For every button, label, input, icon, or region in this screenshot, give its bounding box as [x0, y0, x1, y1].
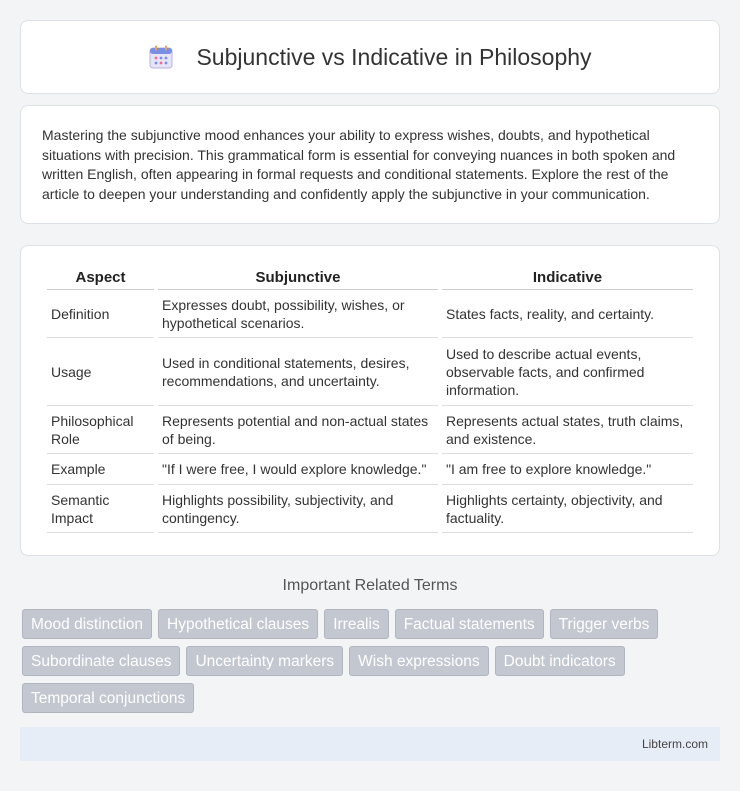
related-term-tag[interactable]: Factual statements — [395, 609, 544, 639]
table-cell: Expresses doubt, possibility, wishes, or hypothetical scenarios. — [158, 290, 438, 338]
related-term-tag[interactable]: Uncertainty markers — [186, 646, 343, 676]
table-cell: Represents actual states, truth claims, and existence. — [442, 406, 693, 454]
comparison-table — [43, 264, 697, 533]
footer-site-link[interactable]: Libterm.com — [641, 737, 708, 751]
header-card — [20, 20, 720, 94]
table-cell: States facts, reality, and certainty. — [442, 290, 693, 338]
table-row — [47, 338, 693, 406]
related-terms-title: Important Related Terms — [282, 577, 458, 594]
table-row — [47, 406, 693, 454]
related-term-tag[interactable]: Temporal conjunctions — [22, 683, 194, 713]
column-header: Indicative — [442, 264, 693, 290]
table-cell: Usage — [47, 338, 154, 406]
column-header: Subjunctive — [158, 264, 438, 290]
related-term-tag[interactable]: Mood distinction — [22, 609, 152, 639]
table-cell: Highlights possibility, subjectivity, and contingency. — [158, 485, 438, 533]
related-term-tag[interactable]: Hypothetical clauses — [158, 609, 318, 639]
table-cell: "I am free to explore knowledge." — [442, 454, 693, 485]
related-terms-list — [22, 609, 712, 713]
table-header-row — [47, 264, 693, 290]
footer — [20, 727, 720, 761]
table-cell: "If I were free, I would explore knowledge." — [158, 454, 438, 485]
table-cell: Used to describe actual events, observable facts, and confirmed information. — [442, 338, 693, 406]
related-term-tag[interactable]: Irrealis — [324, 609, 389, 639]
column-header: Aspect — [47, 264, 154, 290]
table-cell: Represents potential and non-actual states of being. — [158, 406, 438, 454]
table-cell: Highlights certainty, objectivity, and factuality. — [442, 485, 693, 533]
table-cell: Used in conditional statements, desires, recommendations, and uncertainty. — [158, 338, 438, 406]
related-term-tag[interactable]: Trigger verbs — [550, 609, 659, 639]
table-cell: Semantic Impact — [47, 485, 154, 533]
table-row — [47, 290, 693, 338]
related-term-tag[interactable]: Doubt indicators — [495, 646, 625, 676]
table-cell: Philosophical Role — [47, 406, 154, 454]
intro-text: Mastering the subjunctive mood enhances your ability to express wishes, doubts, and hypothetical situations with precision. This grammatical form is essential for conveying nuances in both spoken and written English, often appearing in formal requests and conditional statements. Explore the rest of the article to deepen your understanding and confidently apply the subjunctive in your communication. — [42, 127, 676, 202]
calendar-icon — [148, 44, 174, 70]
intro-card — [20, 105, 720, 224]
comparison-card — [20, 245, 720, 556]
table-row — [47, 454, 693, 485]
related-term-tag[interactable]: Subordinate clauses — [22, 646, 180, 676]
table-cell: Example — [47, 454, 154, 485]
table-row — [47, 485, 693, 533]
table-cell: Definition — [47, 290, 154, 338]
related-term-tag[interactable]: Wish expressions — [349, 646, 488, 676]
page-title: Subjunctive vs Indicative in Philosophy — [196, 43, 592, 70]
